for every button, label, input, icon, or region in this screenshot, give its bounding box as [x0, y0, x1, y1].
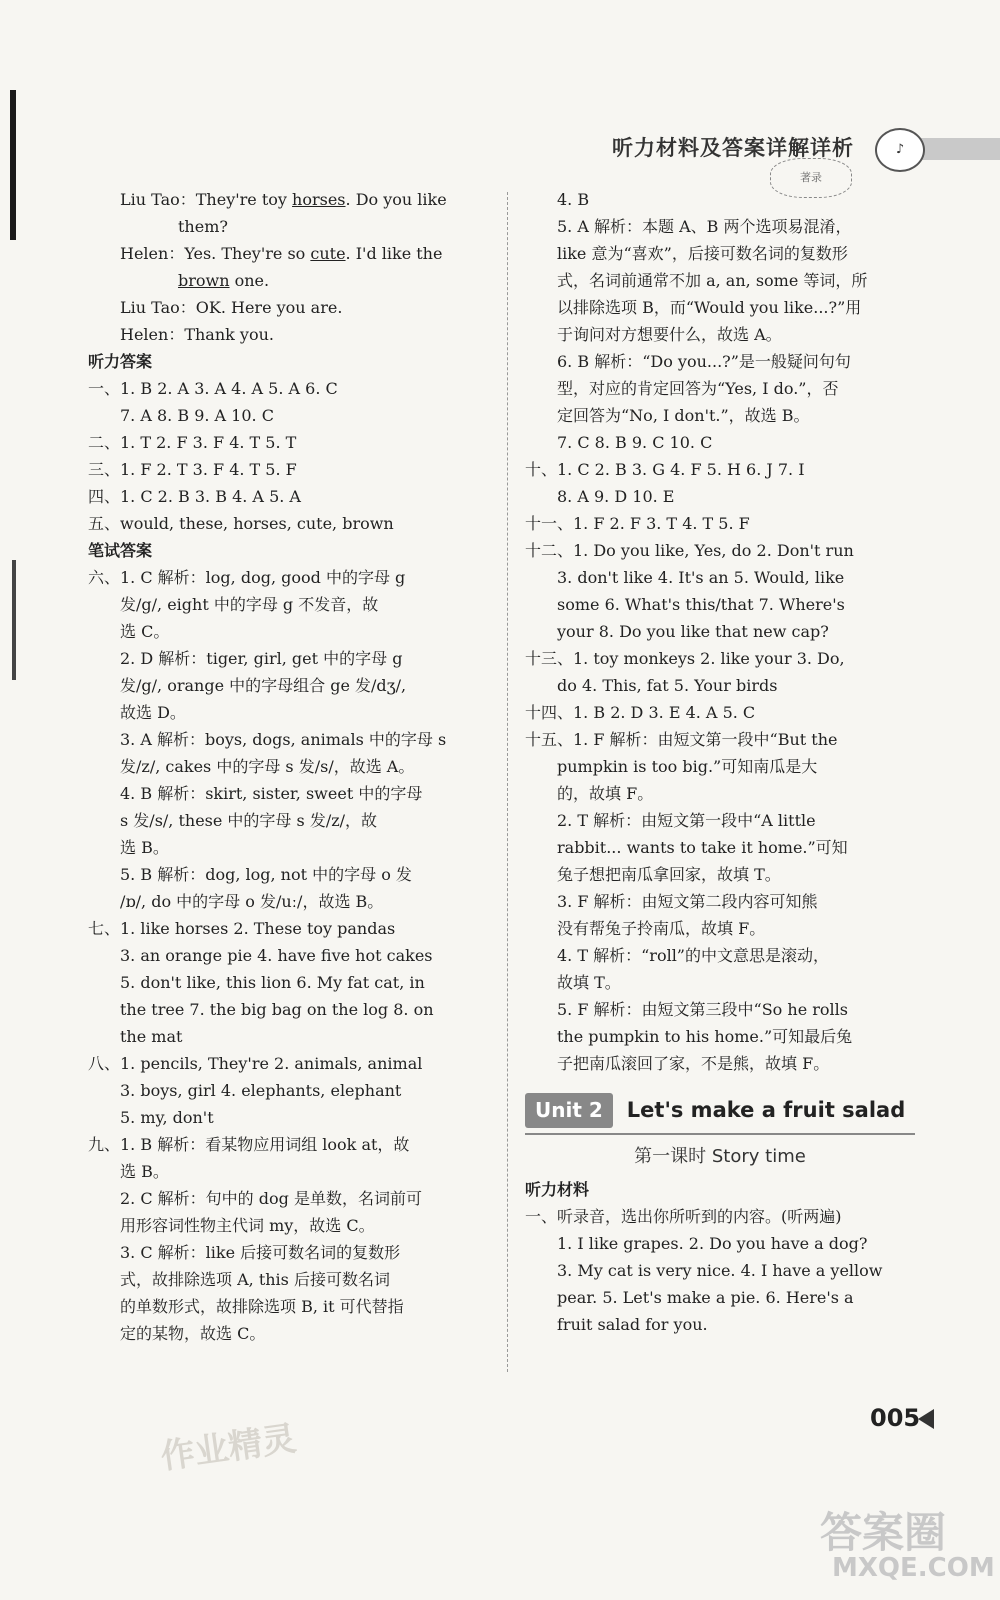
answer-line: 四、1. C 2. B 3. B 4. A 5. A	[88, 487, 301, 506]
column-divider	[507, 192, 508, 1372]
listening-material-heading: 听力材料	[525, 1180, 590, 1199]
page-arrow-icon	[918, 1409, 934, 1429]
unit-rule	[525, 1133, 915, 1135]
answer-line: 发/g/, eight 中的字母 g 不发音，故	[120, 595, 379, 614]
answer-line: 6. B 解析：“Do you...?”是一般疑问句句	[557, 352, 851, 371]
answer-line: 十、1. C 2. B 3. G 4. F 5. H 6. J 7. I	[525, 460, 805, 479]
answer-line: 4. B	[557, 190, 590, 209]
answer-line: 式，故排除选项 A, this 后接可数名词	[120, 1270, 390, 1289]
answer-line: some 6. What's this/that 7. Where's	[557, 595, 845, 614]
answer-line: 发/z/, cakes 中的字母 s 发/s/，故选 A。	[120, 757, 415, 776]
answer-line: the tree 7. the big bag on the log 8. on	[120, 1000, 434, 1019]
answer-line: 于询问对方想要什么，故选 A。	[557, 325, 782, 344]
library-stamp: 著录	[770, 158, 852, 198]
left-column	[88, 186, 493, 1347]
answer-line: 4. T 解析：“roll”的中文意思是滚动，	[557, 946, 829, 965]
answer-line: 八、1. pencils, They're 2. animals, animal	[88, 1054, 423, 1073]
answer-line: 定的某物，故选 C。	[120, 1324, 266, 1343]
answer-line: 兔子想把南瓜拿回家，故填 T。	[557, 865, 781, 884]
book-spine-mark	[10, 90, 16, 240]
answer-line: 7. C 8. B 9. C 10. C	[557, 433, 713, 452]
answer-line: 七、1. like horses 2. These toy pandas	[88, 919, 396, 938]
answer-line: 3. don't like 4. It's an 5. Would, like	[557, 568, 845, 587]
answer-line: 选 C。	[120, 622, 170, 641]
running-header-title: 听力材料及答案详解详析	[612, 136, 854, 160]
answer-line: 九、1. B 解析：看某物应用词组 look at，故	[88, 1135, 410, 1154]
dialog-line: them?	[178, 217, 228, 236]
answer-line: 十一、1. F 2. F 3. T 4. T 5. F	[525, 514, 750, 533]
answer-line: your 8. Do you like that new cap?	[557, 622, 829, 641]
material-line: pear. 5. Let's make a pie. 6. Here's a	[557, 1288, 854, 1307]
material-line: fruit salad for you.	[557, 1315, 708, 1334]
answer-line: 2. D 解析：tiger, girl, get 中的字母 g	[120, 649, 403, 668]
answer-line: 3. an orange pie 4. have five hot cakes	[120, 946, 433, 965]
answer-line: 5. B 解析：dog, log, not 中的字母 o 发	[120, 865, 412, 884]
answer-line: 5. F 解析：由短文第三段中“So he rolls	[557, 1000, 848, 1019]
answer-line: /ɒ/, do 中的字母 o 发/uː/，故选 B。	[120, 892, 384, 911]
watermark: 答案圈	[820, 1508, 947, 1557]
answer-line: 用形容词性物主代词 my，故选 C。	[120, 1216, 375, 1235]
answer-line: 3. F 解析：由短文第二段内容可知熊	[557, 892, 818, 911]
listening-answers-heading: 听力答案	[88, 352, 153, 371]
answer-line: 选 B。	[120, 838, 169, 857]
dialog-line: Helen：Thank you.	[120, 325, 274, 344]
unit-badge: Unit 2	[525, 1093, 613, 1128]
right-column	[525, 186, 915, 1338]
answer-line: 五、would, these, horses, cute, brown	[88, 514, 394, 533]
answer-line: 三、1. F 2. T 3. F 4. T 5. F	[88, 460, 297, 479]
dialog-line: Liu Tao：OK. Here you are.	[120, 298, 343, 317]
watermark: MXQE.COM	[832, 1553, 995, 1583]
page-number: 005	[870, 1404, 921, 1432]
answer-line: 选 B。	[120, 1162, 169, 1181]
answer-line: 十四、1. B 2. D 3. E 4. A 5. C	[525, 703, 756, 722]
answer-line: 5. my, don't	[120, 1108, 214, 1127]
answer-line: 定回答为“No, I don't.”，故选 B。	[557, 406, 810, 425]
answer-line: 六、1. C 解析：log, dog, good 中的字母 g	[88, 568, 406, 587]
answer-line: the pumpkin to his home.”可知最后兔	[557, 1027, 853, 1046]
unit-title: Let's make a fruit salad	[626, 1097, 906, 1122]
answer-line: 的，故填 F。	[557, 784, 654, 803]
answer-line: 8. A 9. D 10. E	[557, 487, 675, 506]
answer-line: 5. A 解析：本题 A、B 两个选项易混淆，	[557, 217, 852, 236]
answer-line: 十三、1. toy monkeys 2. like your 3. Do,	[525, 649, 845, 668]
answer-line: s 发/s/, these 中的字母 s 发/z/，故	[120, 811, 378, 830]
answer-line: 十五、1. F 解析：由短文第一段中“But the	[525, 730, 838, 749]
dialog-line: Helen：Yes. They're so cute. I'd like the	[120, 244, 443, 263]
material-line: 3. My cat is very nice. 4. I have a yellow	[557, 1261, 883, 1280]
dialog-line: brown one.	[178, 271, 270, 290]
unit-heading	[525, 1089, 915, 1131]
answer-line: 发/g/, orange 中的字母组合 ge 发/dʒ/,	[120, 676, 407, 695]
answer-line: 型，对应的肯定回答为“Yes, I do.”，否	[557, 379, 839, 398]
answer-line: 没有帮兔子拎南瓜，故填 F。	[557, 919, 766, 938]
answer-line: 3. boys, girl 4. elephants, elephant	[120, 1081, 402, 1100]
answer-line: 十二、1. Do you like, Yes, do 2. Don't run	[525, 541, 854, 560]
book-spine-mark	[12, 560, 16, 680]
answer-line: 7. A 8. B 9. A 10. C	[120, 406, 274, 425]
answer-line: 的单数形式，故排除选项 B, it 可代替指	[120, 1297, 404, 1316]
answer-line: rabbit... wants to take it home.”可知	[557, 838, 848, 857]
answer-line: the mat	[120, 1027, 183, 1046]
material-line: 1. I like grapes. 2. Do you have a dog?	[557, 1234, 868, 1253]
answer-line: 一、1. B 2. A 3. A 4. A 5. A 6. C	[88, 379, 338, 398]
dialog-line: Liu Tao：They're toy horses. Do you like	[120, 190, 447, 209]
answer-line: 以排除选项 B，而“Would you like...?”用	[557, 298, 862, 317]
answer-line: 故填 T。	[557, 973, 621, 992]
material-line: 一、听录音，选出你所听到的内容。(听两遍)	[525, 1207, 842, 1226]
answer-line: pumpkin is too big.”可知南瓜是大	[557, 757, 818, 776]
written-answers-heading: 笔试答案	[88, 541, 153, 560]
answer-line: 子把南瓜滚回了家，不是熊，故填 F。	[557, 1054, 830, 1073]
lesson-title: 第一课时 Story time	[634, 1146, 806, 1167]
answer-line: 式，名词前通常不加 a, an, some 等词，所	[557, 271, 868, 290]
answer-line: 故选 D。	[120, 703, 186, 722]
answer-line: 3. A 解析：boys, dogs, animals 中的字母 s	[120, 730, 447, 749]
answer-line: like 意为“喜欢”，后接可数名词的复数形	[557, 244, 848, 263]
answer-line: 2. C 解析：句中的 dog 是单数，名词前可	[120, 1189, 422, 1208]
answer-line: 二、1. T 2. F 3. F 4. T 5. T	[88, 433, 297, 452]
answer-line: 3. C 解析：like 后接可数名词的复数形	[120, 1243, 401, 1262]
answer-line: do 4. This, fat 5. Your birds	[557, 676, 778, 695]
answer-line: 4. B 解析：skirt, sister, sweet 中的字母	[120, 784, 423, 803]
answer-line: 5. don't like, this lion 6. My fat cat, in	[120, 973, 425, 992]
answer-line: 2. T 解析：由短文第一段中“A little	[557, 811, 816, 830]
headphones-icon: ♪	[875, 128, 925, 172]
watermark: 作业精灵	[158, 1418, 299, 1478]
